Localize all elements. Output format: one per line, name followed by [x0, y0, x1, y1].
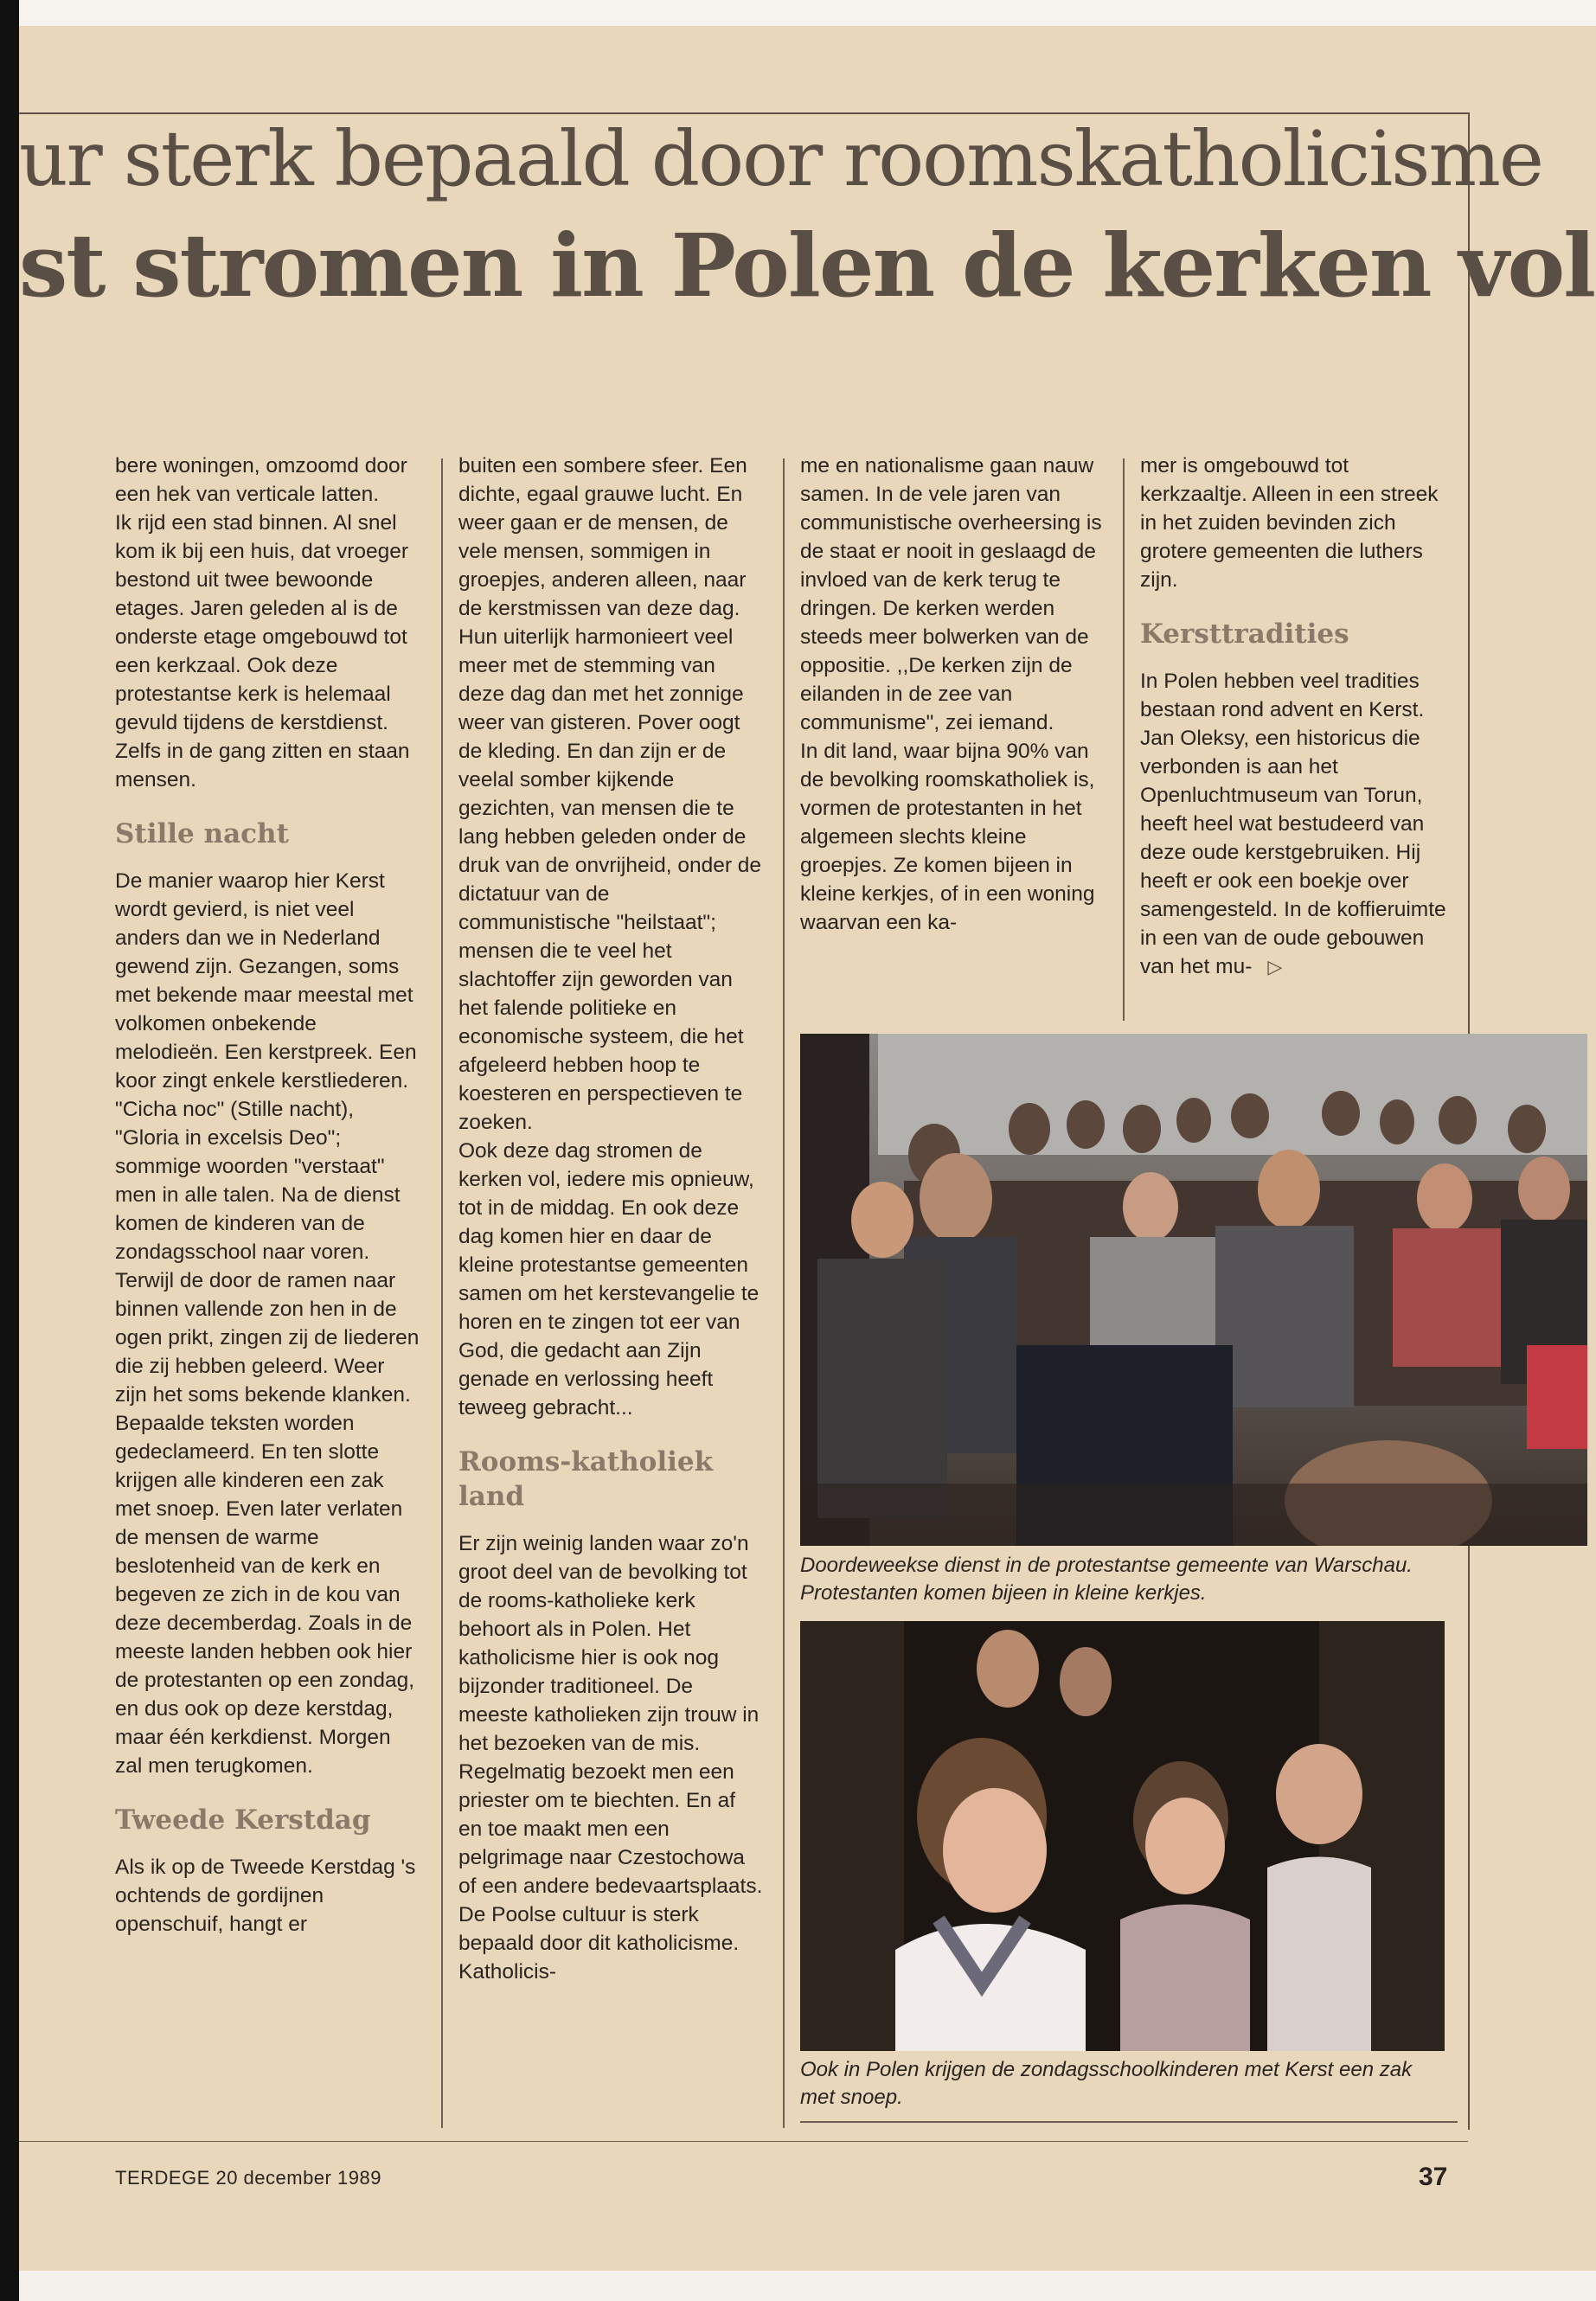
subhead-kersttradities: Kersttradities	[1140, 619, 1349, 650]
scan-edge	[0, 0, 19, 2301]
continue-arrow-icon: ▷	[1267, 956, 1283, 977]
footer-divider	[19, 2141, 1468, 2142]
paragraph: mer is omgebouwd tot kerkzaaltje. Alleen in een streek in het zuiden bevinden zich grotere gemeenten die luthers zijn.	[1140, 454, 1439, 592]
paragraph-text: In Polen hebben veel tradities bestaan rond advent en Kerst. Jan Oleksy, een historicus die verbonden is aan het Openluchtmuseum van Torun, heeft heel wat bestudeerd van deze oude kerstgebruiken. Hij heeft er ook een boekje over samengesteld. In de koffieruimte in een van de oude gebouwen van het mu-	[1140, 670, 1446, 978]
caption-divider	[800, 2121, 1458, 2123]
paragraph	[1140, 667, 1446, 981]
photo-sunday-school-children	[800, 1621, 1445, 2051]
paragraph: me en nationalisme gaan nauw samen. In de vele jaren van communistische overheersing is de staat er nooit in geslaagd de invloed van de kerk terug te dringen. De kerken werden steeds meer bolwerken van de oppositie. ,,De kerken zijn de eilanden in de zee van communisme", zei iemand.	[800, 454, 1102, 734]
paragraph: Er zijn weinig landen waar zo'n groot deel van de bevolking tot de rooms-katholieke kerk behoort als in Polen. Het katholicisme hier is ook nog bijzonder traditioneel. De meeste katholieken zijn trouw in het bezoeken van de mis. Regelmatig bezoekt men een priester om te biechten. En af en toe maakt men een pelgrimage naar Czestochowa of een andere bedevaartsplaats. De Poolse cultuur is sterk bepaald door dit katholicisme. Katholicis-	[458, 1532, 763, 1984]
subhead-tweede-kerstdag: Tweede Kerstdag	[115, 1804, 371, 1836]
subhead-rooms-katholiek-land: Rooms-katholiek land	[458, 1446, 714, 1512]
article-column-2	[458, 452, 763, 1986]
page-number: 37	[1419, 2163, 1448, 2191]
paragraph: Ook deze dag stromen de kerken vol, iedere mis opnieuw, tot in de middag. En ook deze dag komen hier en daar de kleine protestantse gemeenten samen om het kerstevangelie te horen en te zingen tot eer van God, die gedacht aan Zijn genade en verlossing heeft teweeg gebracht...	[458, 1139, 760, 1420]
scan-margin-top	[19, 0, 1596, 26]
headline-line-1: ur sterk bepaald door roomskatholicisme	[19, 114, 1542, 203]
article-column-4	[1140, 452, 1446, 981]
paragraph: In dit land, waar bijna 90% van de bevolking roomskatholiek is, vormen de protestanten in het algemeen slechts kleine groepjes. Ze komen bijeen in kleine kerkjes, of in een woning waarvan een ka-	[800, 740, 1095, 934]
paragraph: Ik rijd een stad binnen. Al snel kom ik bij een huis, dat vroeger bestond uit twee bewoonde etages. Jaren geleden al is de onderste etage omgebouwd tot een kerkzaal. Ook deze protestantse kerk is helemaal gevuld tijdens de kerstdienst. Zelfs in de gang zitten en staan mensen.	[115, 511, 410, 792]
paragraph: buiten een sombere sfeer. Een dichte, egaal grauwe lucht. En weer gaan er de mensen, de vele mensen, sommigen in groepjes, anderen alleen, naar de kerstmissen van deze dag. Hun uiterlijk harmonieert veel meer met de stemming van deze dag dan met het zonnige weer van gisteren. Pover oogt de kleding. En dan zijn er de veelal somber kijkende gezichten, van mensen die te lang hebben geleden onder de druk van de onvrijheid, onder de dictatuur van de communistische "heilstaat"; mensen die te veel het slachtoffer zijn geworden van het falende politieke en economische systeem, die het afgeleerd hebben hoop te koesteren en perspectieven te zoeken.	[458, 454, 762, 1134]
subhead-stille-nacht: Stille nacht	[115, 818, 289, 849]
publication-date: TERDEGE 20 december 1989	[115, 2167, 381, 2189]
photo-church-service-illustration	[800, 1034, 1587, 1546]
paragraph: Als ik op de Tweede Kerstdag 's ochtends de gordijnen openschuif, hangt er	[115, 1856, 416, 1936]
scan-margin-bottom	[19, 2271, 1596, 2301]
article-column-1	[115, 452, 420, 1939]
photo-church-service-caption: Doordeweekse dienst in de protestantse gemeente van Warschau. Protestanten komen bijeen in kleine kerkjes.	[800, 1554, 1413, 1605]
headline-line-2: st stromen in Polen de kerken vol	[19, 215, 1595, 317]
paragraph: bere woningen, omzoomd door een hek van verticale latten.	[115, 454, 407, 506]
photo-church-service	[800, 1034, 1587, 1546]
article-column-3	[800, 452, 1107, 937]
column-divider	[1123, 458, 1125, 1021]
column-divider	[441, 458, 443, 2128]
column-divider	[783, 458, 785, 2128]
photo-sunday-school-children-caption: Ook in Polen krijgen de zondagsschoolkinderen met Kerst een zak met snoep.	[800, 2058, 1413, 2109]
paragraph: De manier waarop hier Kerst wordt gevierd, is niet veel anders dan we in Nederland gewend zijn. Gezangen, soms met bekende maar meestal met volkomen onbekende melodieën. Een kerstpreek. Een koor zingt enkele kerstliederen. "Cicha noc" (Stille nacht), "Gloria in excelsis Deo"; sommige woorden "verstaat" men in alle talen. Na de dienst komen de kinderen van de zondagsschool naar voren. Terwijl de door de ramen naar binnen vallende zon hen in de ogen prikt, zingen zij de liederen die zij hebben geleerd. Weer zijn het soms bekende klanken. Bepaalde teksten worden gedeclameerd. En ten slotte krijgen alle kinderen een zak met snoep. Even later verlaten de mensen de warme beslotenheid van de kerk en begeven ze zich in de kou van deze decemberdag. Zoals in de meeste landen hebben ook hier de protestanten op een zondag, en dus ook op deze kerstdag, maar één kerkdienst. Morgen zal men terugkomen.	[115, 869, 420, 1778]
photo-sunday-school-children-illustration	[800, 1621, 1445, 2051]
